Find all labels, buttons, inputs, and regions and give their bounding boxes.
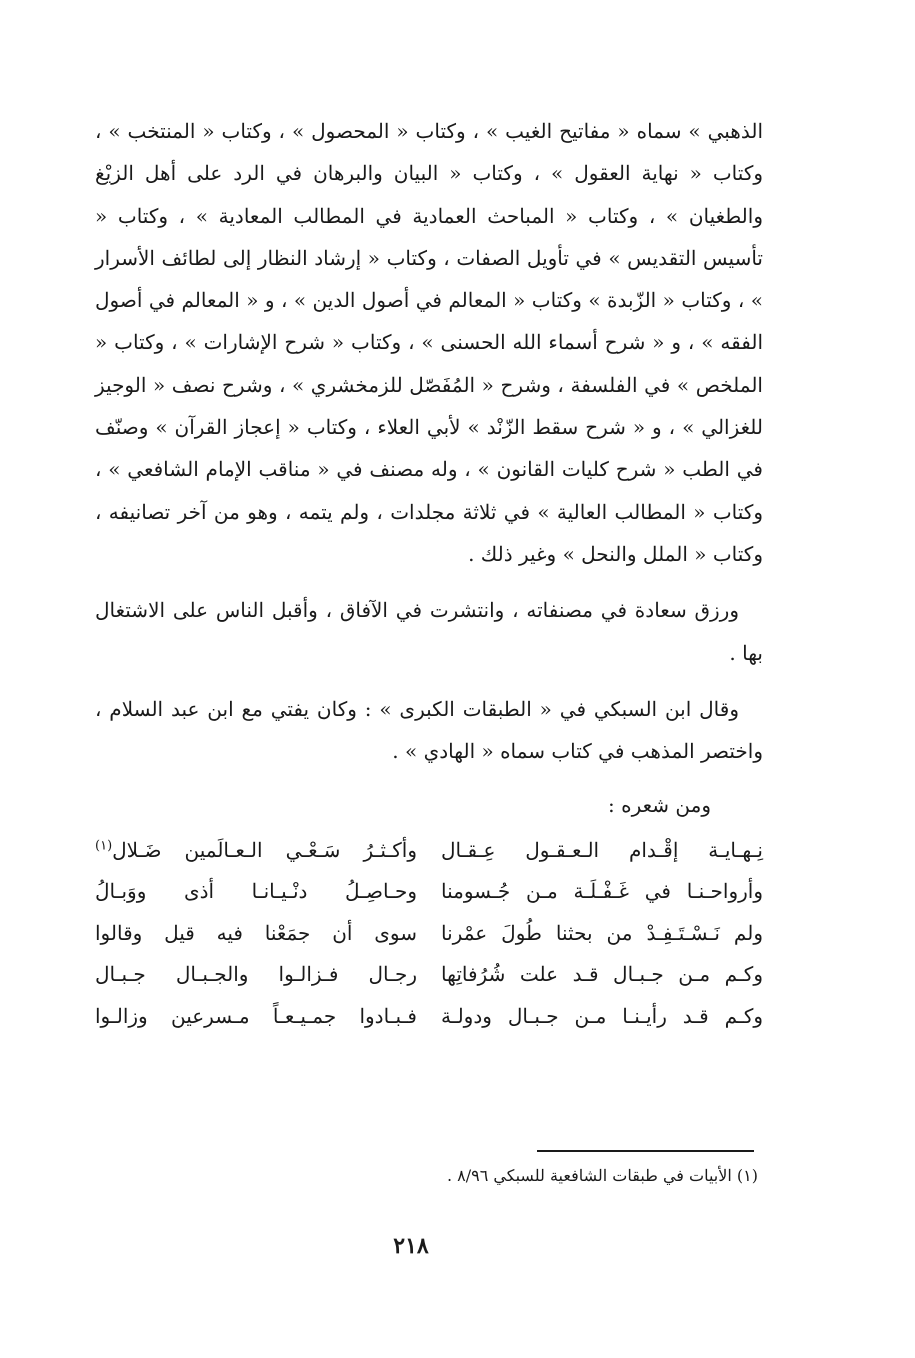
verse-second-half: رجـال فـزالـوا والجـبـال جـبـال	[95, 962, 417, 986]
verse-second-half	[95, 838, 417, 862]
poem-verse	[95, 870, 763, 912]
prose	[95, 110, 763, 827]
poem-verse	[95, 995, 763, 1037]
verse-first-half: وكـم قـد رأيـنـا مـن جـبـال ودولـة	[441, 1003, 763, 1028]
paragraph-works-list: الذهبي » سماه « مفاتيح الغيب » ، وكتاب « المحصول » ، وكتاب « المنتخب » ، وكتاب « نهاية العقول » ، وكتاب « البيان والبرهان في الرد على أهل الزيْغ والطغيان » ، وكتاب « المباحث العمادية في المطالب المعادية » ، وكتاب « تأسيس التقديس » في تأويل الصفات ، وكتاب « إرشاد النظار إلى لطائف الأسرار » ، وكتاب « الزّبدة » وكتاب « المعالم في أصول الدين » ، و « المعالم في أصول الفقه » ، و « شرح أسماء الله الحسنى » ، وكتاب « شرح الإشارات » ، وكتاب « الملخص » في الفلسفة ، وشرح « المُفَصّل للزمخشري » ، وشرح نصف « الوجيز للغزالي » ، و « شرح سقط الزّنْد » لأبي العلاء ، وكتاب « إعجاز القرآن » وصنّف في الطب « شرح كليات القانون » ، وله مصنف في « مناقب الإمام الشافعي » ، وكتاب « المطالب العالية » في ثلاثة مجلدات ، ولم يتمه ، وهو من آخر تصانيفه ، وكتاب « الملل والنحل » وغير ذلك .	[95, 119, 763, 566]
verse-second-half: سوى أن جمَعْنا فيه قيل وقالوا	[95, 920, 417, 945]
verse-first-half: ولم نَـسْـتَـفِـدْ من بحثنا طُولَ عمْرنا	[441, 920, 763, 945]
footnote-marker: (١)	[95, 837, 113, 853]
poem	[95, 829, 763, 1037]
poem-verse	[95, 829, 763, 871]
paragraph-fortune: ورزق سعادة في مصنفاته ، وانتشرت في الآفاق ، وأقبل الناس على الاشتغال بها .	[95, 598, 763, 665]
poem-intro: ومن شعره :	[608, 793, 711, 818]
footnote: (١) الأبيات في طبقات الشافعية للسبكي ٨/٩٦ .	[447, 1166, 758, 1185]
verse-second-half-text: وأكـثـرُ سَـعْـي الـعـالَمين ضَـلال	[112, 837, 417, 862]
verse-first-half: وأرواحـنـا في غَـفْـلَـة مـن جُـسومنا	[441, 879, 763, 903]
verse-first-half: وكـم مـن جـبـال قـد علت شُرُفاتِها	[441, 962, 763, 986]
verse-second-half: وحـاصِـلُ دنْـيـانـا أذى ووَبـالُ	[95, 879, 417, 903]
verse-second-half: فـبـادوا جمـيـعـاً مـسرعين وزالـوا	[95, 1003, 417, 1028]
poem-verse	[95, 912, 763, 954]
footnote-divider	[537, 1150, 754, 1152]
paragraph-subki-quote: وقال ابن السبكي في « الطبقات الكبرى » : وكان يفتي مع ابن عبد السلام ، واختصر المذهب في كتاب سماه « الهادي » .	[95, 696, 763, 764]
page-body	[95, 110, 763, 1036]
page-number: ٢١٨	[393, 1233, 429, 1259]
verse-first-half: نِـهـايـة إقْـدام الـعـقـول عِـقـال	[441, 837, 763, 862]
poem-verse	[95, 953, 763, 995]
